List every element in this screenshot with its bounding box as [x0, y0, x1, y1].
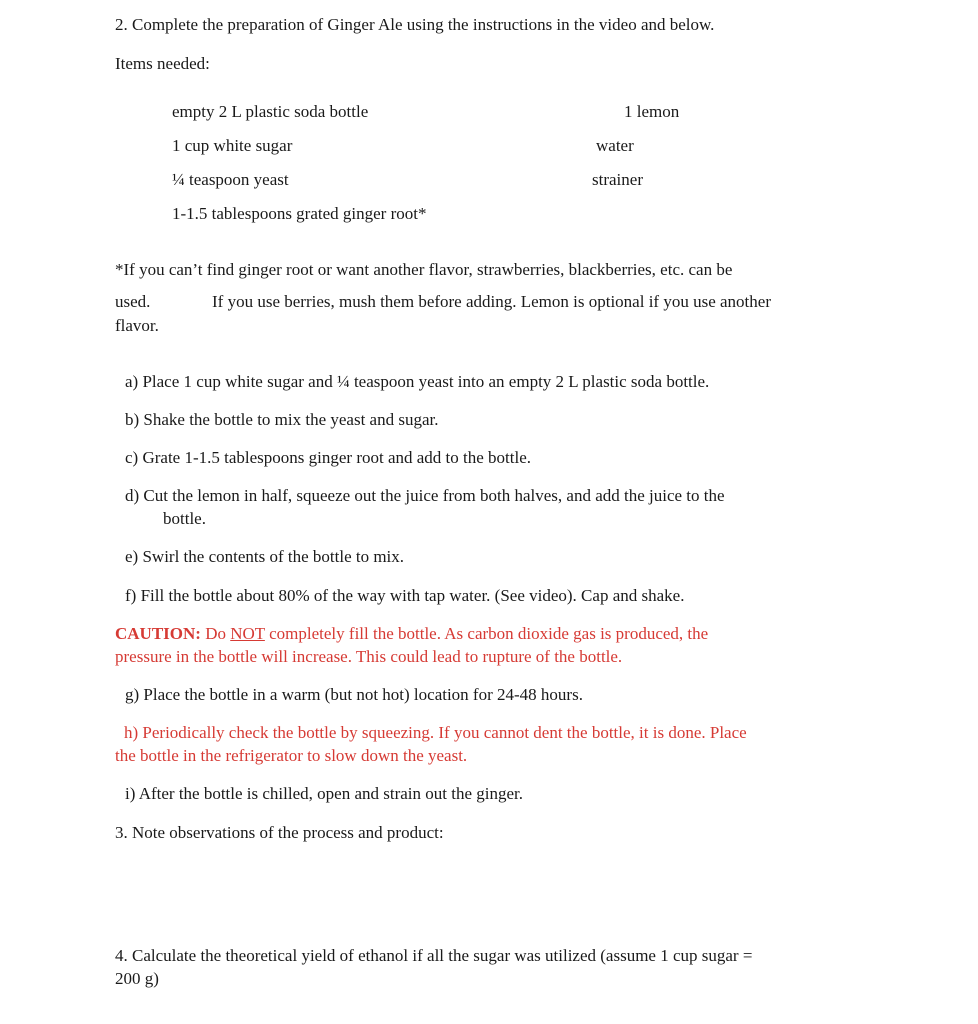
item-left-3: ¼ teaspoon yeast	[172, 170, 289, 189]
step-h-line-2: the bottle in the refrigerator to slow down the yeast.	[115, 746, 468, 765]
caution-label: CAUTION:	[115, 624, 201, 643]
item-right-3: strainer	[592, 170, 643, 189]
item-left-1: empty 2 L plastic soda bottle	[172, 102, 369, 121]
item-left-2: 1 cup white sugar	[172, 136, 293, 155]
question-2-heading: 2. Complete the preparation of Ginger Ale using the instructions in the video and below.	[115, 15, 715, 34]
caution-not: NOT	[230, 624, 265, 643]
step-d-line-1: d) Cut the lemon in half, squeeze out the juice from both halves, and add the juice to the	[125, 486, 725, 505]
caution-line-2: pressure in the bottle will increase. This could lead to rupture of the bottle.	[115, 647, 623, 666]
caution-post: completely fill the bottle. As carbon dioxide gas is produced, the	[264, 624, 709, 643]
question-4-line-2: 200 g)	[115, 969, 159, 988]
caution-pre: Do	[200, 624, 231, 643]
step-b: b) Shake the bottle to mix the yeast and sugar.	[125, 410, 439, 429]
footnote-line-1: *If you can’t find ginger root or want another flavor, strawberries, blackberries, etc. can be	[115, 260, 733, 279]
footnote-line-3: flavor.	[115, 316, 159, 335]
step-g: g) Place the bottle in a warm (but not hot) location for 24-48 hours.	[125, 685, 583, 704]
step-f: f) Fill the bottle about 80% of the way with tap water. (See video). Cap and shake.	[125, 586, 685, 605]
footnote-line-2a: used.	[115, 292, 151, 311]
step-a: a) Place 1 cup white sugar and ¼ teaspoon yeast into an empty 2 L plastic soda bottle.	[125, 372, 710, 391]
footnote-line-2b: If you use berries, mush them before adding. Lemon is optional if you use another	[212, 292, 771, 311]
question-3: 3. Note observations of the process and product:	[115, 823, 444, 842]
item-right-2: water	[596, 136, 634, 155]
question-4-line-1: 4. Calculate the theoretical yield of ethanol if all the sugar was utilized (assume 1 cup sugar =	[115, 946, 753, 965]
items-heading: Items needed:	[115, 54, 210, 73]
step-c: c) Grate 1-1.5 tablespoons ginger root and add to the bottle.	[125, 448, 531, 467]
step-e: e) Swirl the contents of the bottle to mix.	[125, 547, 405, 566]
step-i: i) After the bottle is chilled, open and strain out the ginger.	[125, 784, 523, 803]
item-right-1: 1 lemon	[624, 102, 680, 121]
item-left-4: 1-1.5 tablespoons grated ginger root*	[172, 204, 427, 223]
step-h-line-1: h) Periodically check the bottle by squeezing. If you cannot dent the bottle, it is done. Place	[124, 723, 747, 742]
step-d-line-2: bottle.	[163, 509, 206, 528]
caution-line-1	[115, 622, 708, 645]
